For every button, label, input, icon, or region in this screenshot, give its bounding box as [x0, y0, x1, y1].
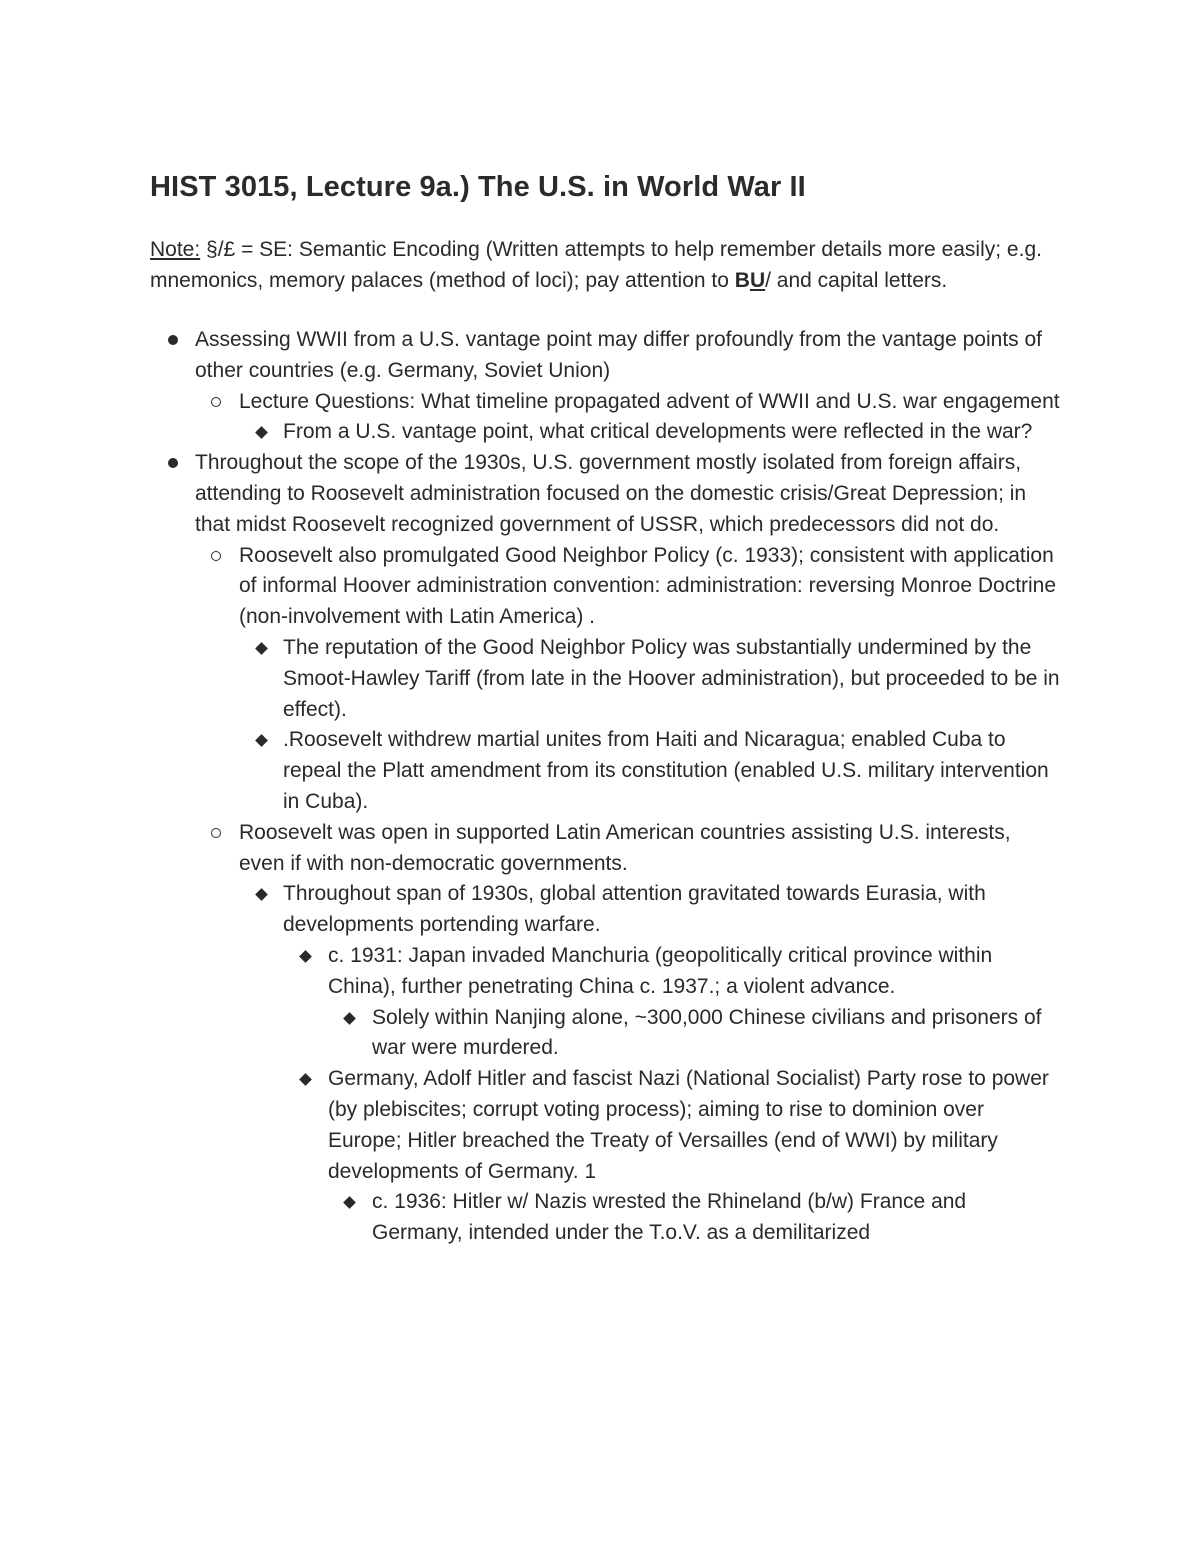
outline-item-text: Germany, Adolf Hitler and fascist Nazi (National Socialist) Party rose to power (by plebiscites; corrupt voting process); aiming to rise to dominion over Europe; Hitler breached the Treaty of Versailles (end of WWI) by military developments of Germany. 1 — [328, 1067, 1049, 1183]
note-text-end: / and capital letters. — [765, 269, 948, 292]
bullet-circle-icon — [211, 551, 221, 561]
outline-item — [150, 387, 1060, 418]
bullet-diamond-icon — [255, 642, 268, 655]
bullet-disc-icon — [168, 458, 178, 468]
outline-item-text: Throughout the scope of the 1930s, U.S. government mostly isolated from foreign affairs, attending to Roosevelt administration focused on the domestic crisis/Great Depression; in that midst Roosevelt recognized government of USSR, which predecessors did not do. — [195, 451, 1027, 536]
outline-item-text: Roosevelt was open in supported Latin American countries assisting U.S. interests, even if with non-democratic governments. — [239, 820, 1011, 875]
note-paragraph — [150, 234, 1060, 296]
outline-item-text: .Roosevelt withdrew martial unites from Haiti and Nicaragua; enabled Cuba to repeal the Platt amendment from its constitution (enabled U.S. military intervention in Cuba). — [283, 728, 1049, 813]
bullet-diamond-icon — [255, 427, 268, 440]
note-underline-letter: U — [749, 269, 766, 292]
outline-item — [150, 879, 1060, 941]
bullet-circle-icon — [211, 828, 221, 838]
bullet-disc-icon — [168, 335, 178, 345]
outline-item — [150, 325, 1060, 387]
note-text: §/£ = SE: Semantic Encoding (Written attempts to help remember details more easily; e.g. mnemonics, memory palaces (method of loci); pay attention to — [150, 238, 1042, 292]
outline-item-text: Assessing WWII from a U.S. vantage point may differ profoundly from the vantage points of other countries (e.g. Germany, Soviet Union) — [195, 328, 1043, 382]
outline-item — [150, 818, 1060, 880]
bullet-circle-icon — [211, 397, 221, 407]
outline-item-text: Lecture Questions: What timeline propagated advent of WWII and U.S. war engagement — [239, 389, 1060, 413]
outline-item-text: From a U.S. vantage point, what critical developments were reflected in the war? — [283, 420, 1033, 444]
outline-item-text: c. 1936: Hitler w/ Nazis wrested the Rhineland (b/w) France and Germany, intended under the T.o.V. as a demilitarized — [372, 1190, 967, 1245]
bullet-diamond-icon — [255, 888, 268, 901]
outline-list — [150, 325, 1060, 1249]
outline-item-text: Roosevelt also promulgated Good Neighbor Policy (c. 1933); consistent with application of informal Hoover administration convention: administration: reversing Monroe Doctrine (non-involvement with Latin America) . — [239, 543, 1057, 629]
note-bold-letter: B — [734, 269, 750, 292]
outline-item — [150, 541, 1060, 633]
document-title: HIST 3015, Lecture 9a.) The U.S. in World War II — [150, 171, 806, 203]
outline-item — [150, 941, 1060, 1003]
outline-item — [150, 1003, 1060, 1065]
bullet-diamond-icon — [255, 734, 268, 747]
note-label: Note: — [150, 238, 201, 261]
outline-item-text: Throughout span of 1930s, global attention gravitated towards Eurasia, with developments portending warfare. — [283, 882, 986, 937]
bullet-diamond-icon — [299, 1073, 312, 1086]
outline-item-text: The reputation of the Good Neighbor Policy was substantially undermined by the Smoot-Hawley Tariff (from late in the Hoover administration), but proceeded to be in effect). — [283, 635, 1060, 721]
outline-item — [150, 1064, 1060, 1187]
bullet-diamond-icon — [343, 1012, 356, 1025]
outline-item-text: c. 1931: Japan invaded Manchuria (geopolitically critical province within China), further penetrating China c. 1937.; a violent advance. — [328, 943, 993, 998]
bullet-diamond-icon — [343, 1196, 356, 1209]
outline-item — [150, 417, 1060, 448]
bullet-diamond-icon — [299, 950, 312, 963]
outline-item — [150, 448, 1060, 540]
outline-item — [150, 633, 1060, 725]
outline-item — [150, 1187, 1060, 1249]
outline-item-text: Solely within Nanjing alone, ~300,000 Chinese civilians and prisoners of war were murdered. — [372, 1005, 1042, 1060]
outline-item — [150, 725, 1060, 817]
document-page — [150, 168, 1060, 1249]
